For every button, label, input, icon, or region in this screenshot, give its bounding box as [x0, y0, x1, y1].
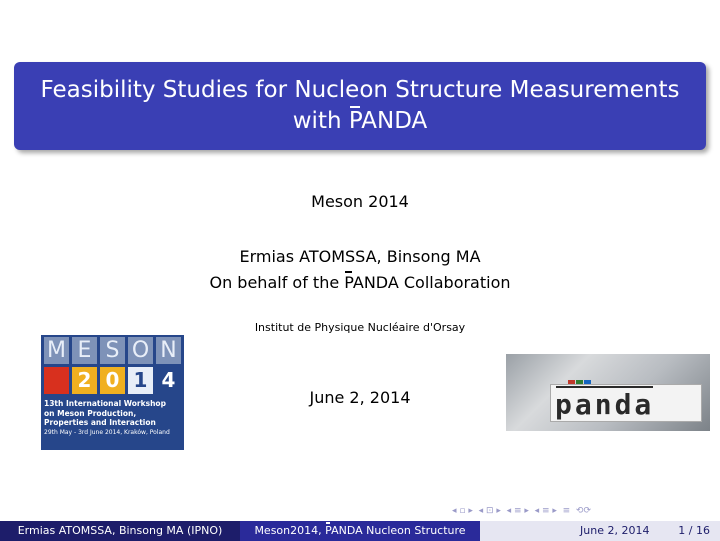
- title-box: [14, 62, 706, 150]
- title-line-2: [14, 106, 706, 137]
- title-anda: ANDA: [361, 108, 428, 134]
- conference-name: Meson 2014: [311, 192, 409, 211]
- meson-text-line: on Meson Production,: [44, 408, 137, 418]
- meson-year-digit: 2: [72, 367, 97, 394]
- meson-year-digit: 1: [128, 367, 153, 394]
- meson-description: [44, 399, 184, 437]
- title-line-1: Feasibility Studies for Nucleon Structure Measurements: [40, 77, 680, 103]
- panda-wordmark: panda: [555, 388, 655, 421]
- behalf-suffix: ANDA Collaboration: [352, 273, 511, 292]
- behalf-prefix: On behalf of the: [209, 273, 345, 292]
- footer-short-prefix: Meson2014,: [254, 524, 326, 537]
- meson-letter: N: [156, 337, 181, 364]
- title-pbar: P: [348, 108, 362, 134]
- panda-logo: [506, 354, 710, 431]
- title-with: with: [292, 108, 349, 134]
- meson-2014-logo: [41, 335, 184, 450]
- meson-letter: O: [128, 337, 153, 364]
- meson-letter: S: [100, 337, 125, 364]
- meson-letter: E: [72, 337, 97, 364]
- meson-text-line: Properties and Interaction: [44, 418, 156, 427]
- footer-right: [480, 521, 720, 541]
- meson-year-digit: 4: [156, 367, 181, 394]
- presentation-date: June 2, 2014: [309, 388, 411, 407]
- meson-red-block: [44, 367, 69, 394]
- footer-date: June 2, 2014: [580, 524, 650, 537]
- footer: [0, 521, 720, 541]
- institute: Institut de Physique Nucléaire d'Orsay: [254, 321, 466, 334]
- meson-year-digit: 0: [100, 367, 125, 394]
- footer-short-title: [240, 521, 480, 541]
- footer-short-suffix: ANDA Nucleon Structure: [331, 524, 466, 537]
- panda-wordmark-box: [550, 384, 702, 422]
- collaboration-line: [0, 273, 720, 292]
- beamer-nav-icons[interactable]: ◂ ▫ ▸ ◂ ⊡ ▸ ◂ ≡ ▸ ◂ ≡ ▸ ≡ ⟲⟳: [452, 506, 591, 516]
- meson-letter: M: [44, 337, 69, 364]
- authors: Ermias ATOMSSA, Binsong MA: [239, 247, 481, 266]
- meson-text-line: 13th International Workshop: [44, 399, 166, 408]
- meson-dates: 29th May - 3rd June 2014, Kraków, Poland: [44, 428, 170, 436]
- behalf-pbar: P: [344, 273, 353, 292]
- footer-page-number: 1 / 16: [678, 524, 710, 537]
- footer-authors: Ermias ATOMSSA, Binsong MA (IPNO): [0, 521, 240, 541]
- footer-pbar: P: [325, 524, 332, 537]
- meson-letters: [41, 335, 184, 365]
